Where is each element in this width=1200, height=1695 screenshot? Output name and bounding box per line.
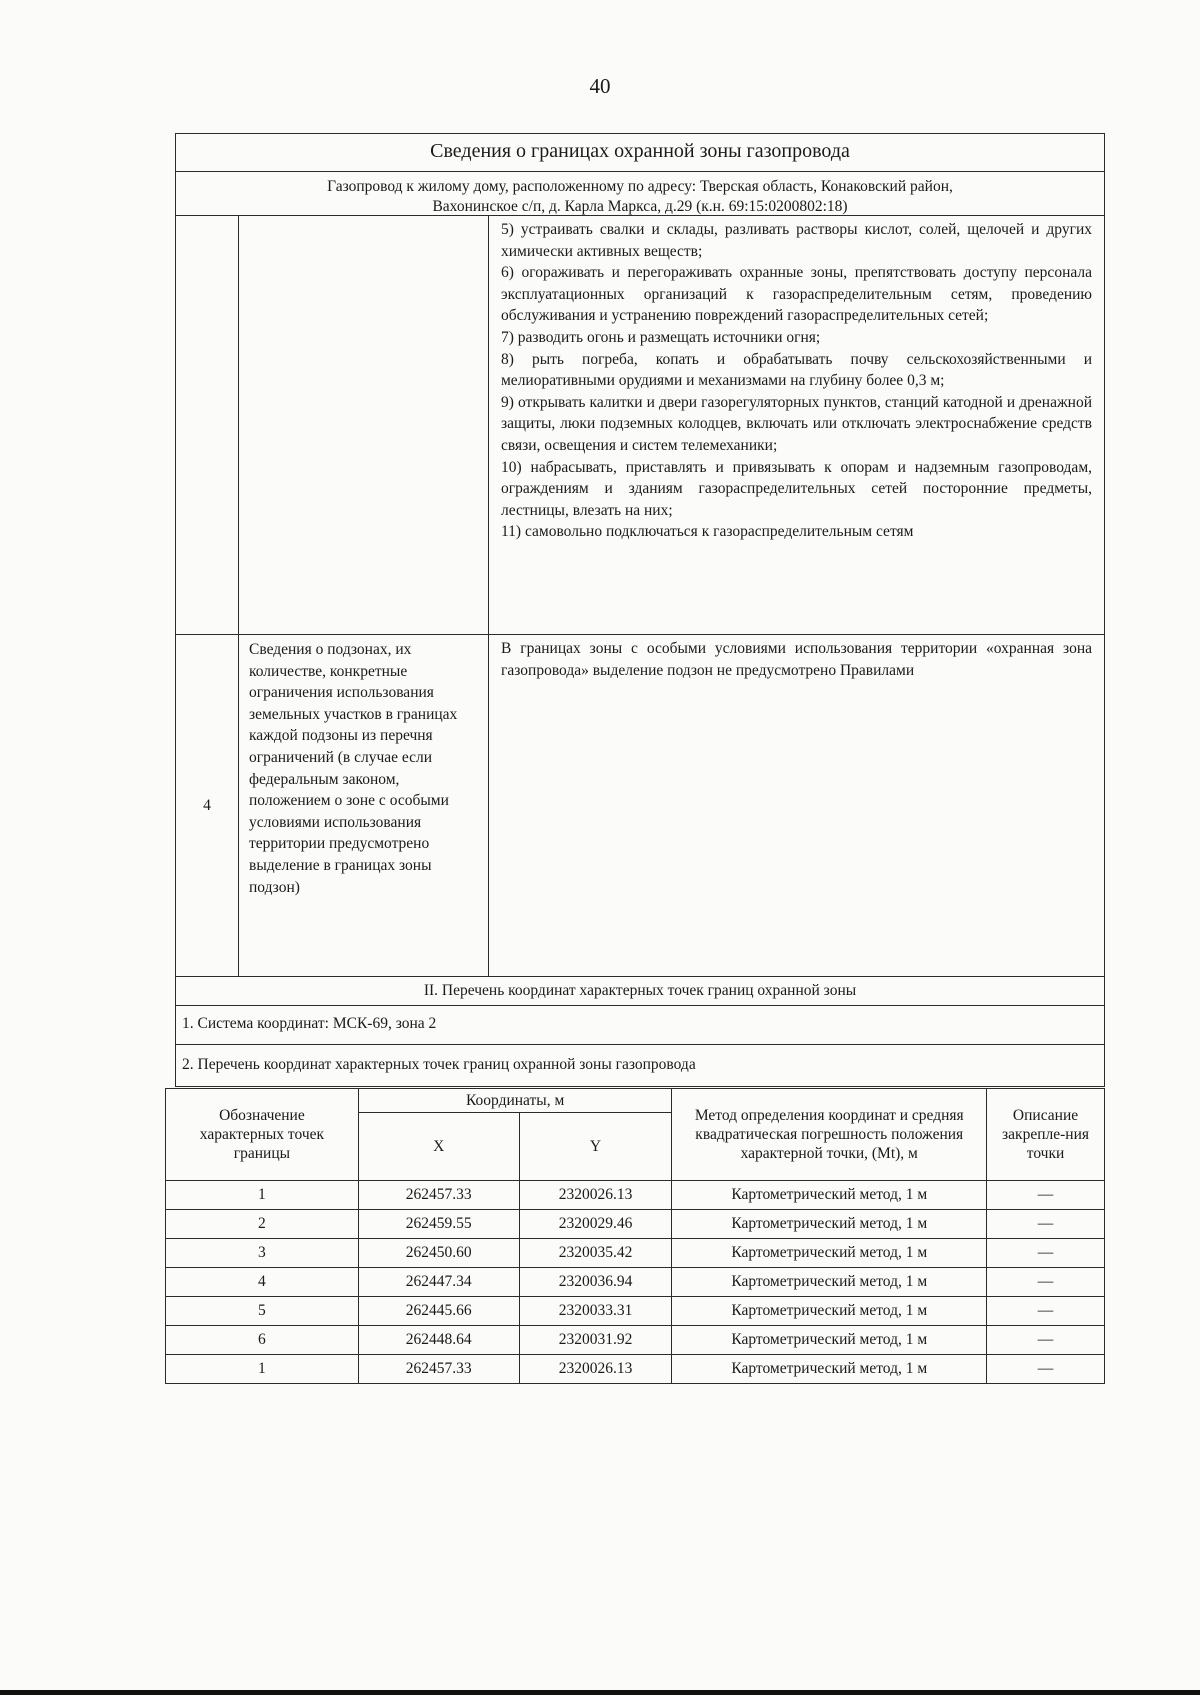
header-x: X	[358, 1113, 519, 1181]
page-number: 40	[589, 74, 611, 98]
fixing-value: —	[987, 1239, 1105, 1268]
zone-info-table	[175, 133, 1105, 1087]
x-value: 262457.33	[358, 1181, 519, 1210]
y-value: 2320033.31	[519, 1297, 672, 1326]
header-coordinates: Координаты, м	[358, 1089, 672, 1113]
scan-edge	[0, 1690, 1200, 1695]
y-value: 2320035.42	[519, 1239, 672, 1268]
restriction-item: 6) огораживать и перегораживать охранные зоны, препятствовать доступу персонала эксплуатационных организаций к газораспределительным сетям, проведению обслуживания и устранению повреждений газораспределительных сетей;	[501, 264, 1092, 325]
section-2-title: II. Перечень координат характерных точек границ охранной зоны	[176, 977, 1104, 1006]
table-row	[166, 1181, 1105, 1210]
point-id: 3	[166, 1239, 359, 1268]
y-value: 2320026.13	[519, 1181, 672, 1210]
subzones-description: Сведения о подзонах, их количестве, конкретные ограничения использования земельных участков в границах каждой подзоны из перечня ограничений (в случае если федеральным законом, положением о зоне с особыми условиями использования территории предусмотрено выделение в границах зоны подзон)	[239, 635, 489, 977]
restrictions-grid	[176, 216, 1104, 977]
method-value: Картометрический метод, 1 м	[672, 1181, 987, 1210]
point-id: 2	[166, 1210, 359, 1239]
table-row	[166, 1210, 1105, 1239]
restriction-item: 8) рыть погреба, копать и обрабатывать почву сельскохозяйственными и мелиоративными орудиями и механизмами на глубину более 0,3 м;	[501, 350, 1092, 390]
table-row	[166, 1326, 1105, 1355]
address-line-1: Газопровод к жилому дому, расположенному по адресу: Тверская область, Конаковский район,	[327, 178, 953, 195]
x-value: 262459.55	[358, 1210, 519, 1239]
subzones-text: В границах зоны с особыми условиями использования территории «охранная зона газопровода» выделение подзон не предусмотрено Правилами	[489, 635, 1104, 977]
x-value: 262445.66	[358, 1297, 519, 1326]
method-value: Картометрический метод, 1 м	[672, 1210, 987, 1239]
method-value: Картометрический метод, 1 м	[672, 1355, 987, 1384]
method-value: Картометрический метод, 1 м	[672, 1326, 987, 1355]
table-row	[166, 1297, 1105, 1326]
header-y: Y	[519, 1113, 672, 1181]
x-value: 262448.64	[358, 1326, 519, 1355]
coordinate-system: 1. Система координат: МСК-69, зона 2	[176, 1006, 1104, 1045]
header-fixing: Описание закрепле-ния точки	[987, 1089, 1105, 1181]
header-method: Метод определения координат и средняя квадратическая погрешность положения характерной точки, (Mt), м	[672, 1089, 987, 1181]
fixing-value: —	[987, 1297, 1105, 1326]
row-number: 4	[176, 635, 239, 977]
x-value: 262447.34	[358, 1268, 519, 1297]
restriction-item: 7) разводить огонь и размещать источники огня;	[501, 328, 821, 346]
y-value: 2320026.13	[519, 1355, 672, 1384]
coordinates-table	[165, 1088, 1105, 1384]
restrictions-list	[489, 216, 1104, 635]
table-row	[166, 1239, 1105, 1268]
x-value: 262457.33	[358, 1355, 519, 1384]
restriction-item: 10) набрасывать, приставлять и привязывать к опорам и надземным газопроводам, ограждениям и зданиям газораспределительных сетей посторонние предметы, лестницы, влезать на них;	[501, 458, 1092, 519]
table-row	[166, 1355, 1105, 1384]
coordinates-list-title: 2. Перечень координат характерных точек границ охранной зоны газопровода	[182, 1056, 696, 1073]
address-header	[176, 172, 1104, 216]
method-value: Картометрический метод, 1 м	[672, 1297, 987, 1326]
y-value: 2320036.94	[519, 1268, 672, 1297]
fixing-value: —	[987, 1355, 1105, 1384]
point-id: 4	[166, 1268, 359, 1297]
table-row	[166, 1268, 1105, 1297]
fixing-value: —	[987, 1181, 1105, 1210]
row-description-empty	[239, 216, 489, 635]
x-value: 262450.60	[358, 1239, 519, 1268]
restriction-item: 11) самовольно подключаться к газораспределительным сетям	[501, 523, 914, 541]
row-number-empty	[176, 216, 239, 635]
header-designation: Обозначение характерных точек границы	[166, 1089, 359, 1181]
point-id: 1	[166, 1181, 359, 1210]
restriction-item: 5) устраивать свалки и склады, разливать растворы кислот, солей, щелочей и других химически активных веществ;	[501, 221, 1092, 260]
point-id: 6	[166, 1326, 359, 1355]
restriction-item: 9) открывать калитки и двери газорегуляторных пунктов, станций катодной и дренажной защиты, люки подземных колодцев, включать или отключать электроснабжение средств связи, освещения и систем телемеханики;	[501, 393, 1092, 454]
address-line-2: Вахонинское с/п, д. Карла Маркса, д.29 (к.н. 69:15:0200802:18)	[432, 198, 848, 215]
y-value: 2320029.46	[519, 1210, 672, 1239]
fixing-value: —	[987, 1268, 1105, 1297]
point-id: 1	[166, 1355, 359, 1384]
table-title: Сведения о границах охранной зоны газопровода	[176, 134, 1104, 172]
fixing-value: —	[987, 1210, 1105, 1239]
fixing-value: —	[987, 1326, 1105, 1355]
method-value: Картометрический метод, 1 м	[672, 1268, 987, 1297]
point-id: 5	[166, 1297, 359, 1326]
y-value: 2320031.92	[519, 1326, 672, 1355]
method-value: Картометрический метод, 1 м	[672, 1239, 987, 1268]
